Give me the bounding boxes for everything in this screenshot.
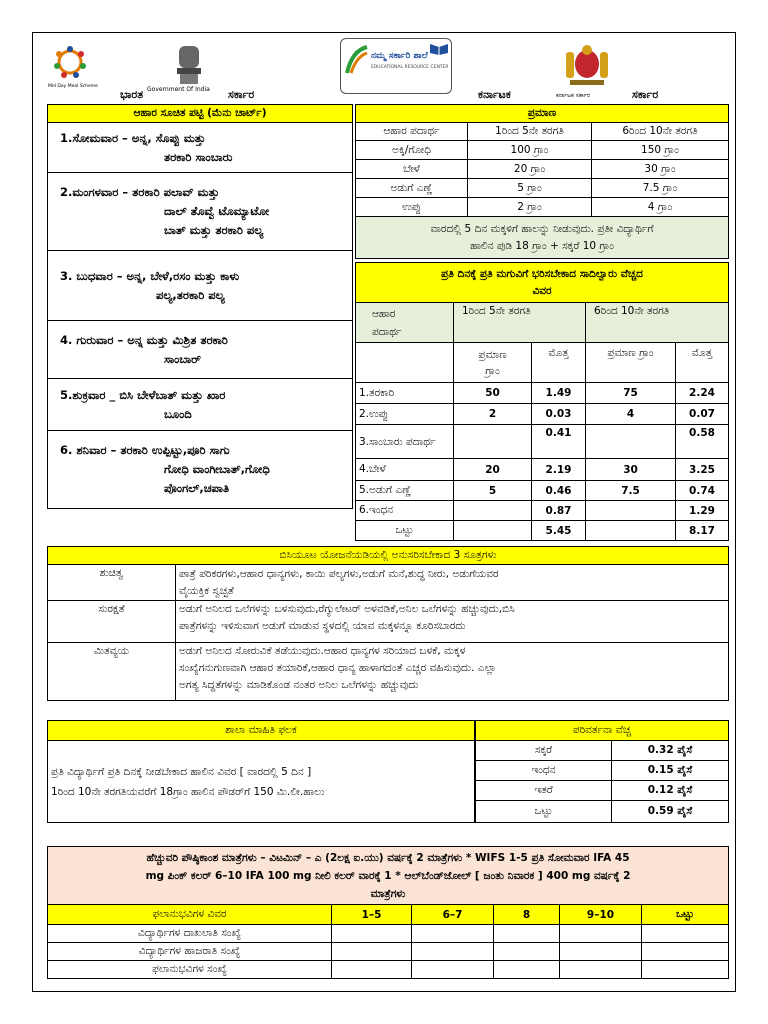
cost-sub-qty-1: ಪ್ರಮಾಣ ಗ್ರಾಂ xyxy=(454,343,532,383)
table-row: ಶುಚಿತ್ವ ಪಾತ್ರೆ ಪರಿಕರಗಳು,ಆಹಾರ ಧಾನ್ಯಗಳು, ಕಾಯಿ ಪಲ್ಯಗಳು,ಅಡುಗೆ ಮನೆ,ಶುದ್ಧ ನೀರು, ಅಡುಗೆಯವರ ವೈಯಕ್ತಿಕ ಸ್ವಚ್ಛತೆ xyxy=(48,565,729,601)
mid-day-meal-caption: Mid Day Meal Scheme xyxy=(48,84,98,89)
table-row: 1.ತರಕಾರಿ 50 1.49 75 2.24 xyxy=(356,383,729,404)
sutra-table xyxy=(47,546,729,701)
menu-day-6: 6. ಶನಿವಾರ – ತರಕಾರಿ ಉಪ್ಪಿಟ್ಟು,ಪೂರಿ ಸಾಗು ಗೋಧಿ ವಾಂಗೀಬಾತ್,ಗೋಧಿ ಪೊಂಗಲ್,ಚಪಾತಿ xyxy=(48,431,353,509)
table-row: ಇಂಧನ 0.15 ಪೈಸೆ xyxy=(476,761,729,781)
header-gov-of-india: Government Of India xyxy=(147,86,210,93)
table-row: 2.ಉಪ್ಪು 2 0.03 4 0.07 xyxy=(356,404,729,425)
pramana-title: ಪ್ರಮಾಣ xyxy=(356,105,729,123)
beneficiary-header-9-10: 9–10 xyxy=(560,905,642,925)
menu-chart-title: ಆಹಾರ ಸೂಚಿತ ಪಟ್ಟಿ (ಮೆನು ಚಾರ್ಟ್) xyxy=(48,105,353,123)
pramana-header-6-10: 6ರಿಂದ 10ನೇ ತರಗತಿ xyxy=(592,123,729,141)
table-row: ವಿದ್ಯಾರ್ಥಿಗಳ ದಾಖಲಾತಿ ಸಂಖ್ಯೆ xyxy=(48,925,729,943)
menu-day-2: 2.ಮಂಗಳವಾರ – ತರಕಾರಿ ಪಲಾವ್ ಮತ್ತು ದಾಲ್ ತೊವ್ವೆ ಟೊಮ್ಯಾಟೋ ಬಾತ್ ಮತ್ತು ತರಕಾರಿ ಪಲ್ಯ xyxy=(48,173,353,251)
table-row: ಉಪ್ಪು 2 ಗ್ರಾಂ 4 ಗ್ರಾಂ xyxy=(356,198,729,217)
table-row: ಒಟ್ಟು 0.59 ಪೈಸೆ xyxy=(476,801,729,823)
table-row: ಒಟ್ಟು 5.45 8.17 xyxy=(356,521,729,541)
table-row: ಬೇಳೆ 20 ಗ್ರಾಂ 30 ಗ್ರಾಂ xyxy=(356,160,729,179)
conversion-title: ಪರಿವರ್ತನಾ ವೆಚ್ಚ xyxy=(476,721,729,741)
menu-day-3: 3. ಬುಧವಾರ – ಅನ್ನ, ಬೇಳೆ,ರಸಂ ಮತ್ತು ಕಾಳು ಪಲ್ಯ,ತರಕಾರಿ ಪಲ್ಯ xyxy=(48,251,353,321)
table-row: ಅಕ್ಕಿ/ಗೋಧಿ 100 ಗ್ರಾಂ 150 ಗ್ರಾಂ xyxy=(356,141,729,160)
school-info-title: ಶಾಲಾ ಮಾಹಿತಿ ಫಲಕ xyxy=(48,721,475,741)
header-karnataka: ಕರ್ನಾಟಕ xyxy=(478,88,511,101)
cost-sub-total-1: ಮೊತ್ತ xyxy=(532,343,586,383)
menu-day-1: 1.ಸೋಮವಾರ – ಅನ್ನ, ಸೊಪ್ಪು ಮತ್ತು ತರಕಾರಿ ಸಾಂಬಾರು xyxy=(48,123,353,173)
pramana-table xyxy=(355,104,729,259)
beneficiary-header-total: ಒಟ್ಟು xyxy=(642,905,729,925)
menu-chart-table xyxy=(47,104,353,509)
pramana-header-item: ಆಹಾರ ಪದಾರ್ಥ xyxy=(356,123,468,141)
namma-shale-logo xyxy=(340,38,452,94)
table-row: 6.ಇಂಧನ 0.87 1.29 xyxy=(356,501,729,521)
table-row: 4.ಬೇಳೆ 20 2.19 30 3.25 xyxy=(356,459,729,481)
table-row: ವಿದ್ಯಾರ್ಥಿಗಳ ಹಾಜರಾತಿ ಸಂಖ್ಯೆ xyxy=(48,943,729,961)
pramana-header-1-5: 1ರಿಂದ 5ನೇ ತರಗತಿ xyxy=(468,123,592,141)
table-row: ಸಕ್ಕರೆ 0.32 ಪೈಸೆ xyxy=(476,741,729,761)
cost-title: ಪ್ರತಿ ದಿನಕ್ಕೆ ಪ್ರತಿ ಮಗುವಿಗೆ ಭರಿಸಬೇಕಾದ ಸಾದಿಲ್ವಾರು ವೆಚ್ಚದ ವಿವರ xyxy=(356,263,729,303)
menu-day-4: 4. ಗುರುವಾರ – ಅನ್ನ ಮತ್ತು ಮಿಶ್ರಿತ ತರಕಾರಿ ಸಾಂಬಾರ್ xyxy=(48,321,353,379)
cost-table xyxy=(355,262,729,541)
header-sarkara-left: ಸರ್ಕಾರ xyxy=(228,88,255,101)
school-logo-sub: EDUCATIONAL RESOURCE CENTER xyxy=(371,65,449,70)
table-row: 5.ಅಡುಗೆ ಎಣ್ಣೆ 5 0.46 7.5 0.74 xyxy=(356,481,729,501)
karnataka-emblem-icon xyxy=(562,44,612,88)
beneficiary-header-6-7: 6–7 xyxy=(412,905,494,925)
header-bharat: ಭಾರತ xyxy=(120,88,144,101)
table-row: ಮಿತವ್ಯಯ ಅಡುಗೆ ಅನಿಲದ ಸೋರುವಿಕೆ ತಡೆಯುವುದು.ಆಹಾರ ಧಾನ್ಯಗಳ ಸರಿಯಾದ ಬಳಕೆ, ಮಕ್ಕಳ ಸಂಖ್ಯೆಗನುಗುಣವಾಗಿ ಆಹಾರ ತಯಾರಿಕೆ,ಆಹಾರ ಧಾನ್ಯ ಹಾಳಾಗದಂತೆ ಎಚ್ಚರ ವಹಿಸುವುದು. ಎಲ್ಲಾ ಅಗತ್ಯ ಸಿದ್ದತೆಗಳನ್ನು ಮಾಡಿಕೊಂಡ ನಂತರ ಅನಿಲ ಒಲೆಗಳನ್ನು ಹಚ್ಚುವುದು xyxy=(48,643,729,701)
table-row: ಅಡುಗೆ ಎಣ್ಣೆ 5 ಗ್ರಾಂ 7.5 ಗ್ರಾಂ xyxy=(356,179,729,198)
table-row: 3.ಸಾಂಬಾರು ಪದಾರ್ಥ 0.41 0.58 xyxy=(356,425,729,459)
table-row: ಇತರೆ 0.12 ಪೈಸೆ xyxy=(476,781,729,801)
cost-sub-total-2: ಮೊತ್ತ xyxy=(676,343,729,383)
school-logo-icon xyxy=(345,45,369,75)
header-sarkara-right: ಸರ್ಕಾರ xyxy=(632,88,659,101)
book-icon xyxy=(429,41,449,55)
beneficiary-header-1-5: 1–5 xyxy=(332,905,412,925)
milk-note: ವಾರದಲ್ಲಿ 5 ದಿನ ಮಕ್ಕಳಿಗೆ ಹಾಲನ್ನು ನೀಡುವುದು. ಪ್ರತೀ ವಿದ್ಯಾರ್ಥಿಗೆ ಹಾಲಿನ ಪುಡಿ 18 ಗ್ರಾಂ + ಸಕ್ಕರೆ 10 ಗ್ರಾಂ xyxy=(356,217,729,259)
school-info-table xyxy=(47,720,475,823)
header-karnataka-sarkara: ಕರ್ನಾಟಕ ಸರ್ಕಾರ xyxy=(556,92,591,99)
mid-day-meal-logo xyxy=(48,44,92,84)
beneficiary-header-8: 8 xyxy=(494,905,560,925)
cost-header-6-10: 6ರಿಂದ 10ನೇ ತರಗತಿ xyxy=(586,303,729,343)
sutra-title: ಬಿಸಿಯೂಟ ಯೋಜನೆಯಡಿಯಲ್ಲಿ ಅನುಸರಿಸಬೇಕಾದ 3 ಸೂತ್ರಗಳು xyxy=(48,547,729,565)
cost-sub-qty-2: ಪ್ರಮಾಣ ಗ್ರಾಂ xyxy=(586,343,676,383)
cost-header-1-5: 1ರಿಂದ 5ನೇ ತರಗತಿ xyxy=(454,303,586,343)
table-row: ಫಲಾನುಭವಿಗಳ ಸಂಖ್ಯೆ xyxy=(48,961,729,979)
cost-header-item: ಆಹಾರ ಪದಾರ್ಥ xyxy=(356,303,454,343)
supplement-table xyxy=(47,846,729,979)
school-info-body: ಪ್ರತಿ ವಿದ್ಯಾರ್ಥಿಗೆ ಪ್ರತಿ ದಿನಕ್ಕೆ ನೀಡಬೇಕಾದ ಹಾಲಿನ ವಿವರ [ ವಾರದಲ್ಲಿ 5 ದಿನ ] 1ರಿಂದ 10ನೇ ತರಗತಿಯವರೆಗೆ 18ಗ್ರಾಂ ಹಾಲಿನ ಪೌಡರ್‌ಗೆ 150 ಮಿ.ಲೀ.ಹಾಲು xyxy=(48,741,475,823)
supplement-note: ಹೆಚ್ಚುವರಿ ಪೌಷ್ಠಿಕಾಂಶ ಮಾತ್ರೆಗಳು – ವಿಟಮಿನ್ – ಎ (2ಲಕ್ಷ ಐ.ಯು) ವರ್ಷಕ್ಕೆ 2 ಮಾತ್ರೆಗಳು * WIFS 1-5 ಪ್ರತಿ ಸೋಮವಾರ IFA 45 mg ಪಿಂಕ್ ಕಲರ್ 6–10 IFA 100 mg ನೀಲಿ ಕಲರ್ ವಾರಕ್ಕೆ 1 * ಆಲ್‌ಬೆಂಡ್‌ಜೋಲ್ [ ಜಂತು ನಿವಾರಕ ] 400 mg ವರ್ಷಕ್ಕೆ 2 ಮಾತ್ರೆಗಳು xyxy=(48,847,729,905)
conversion-table xyxy=(475,720,729,823)
menu-day-5: 5.ಶುಕ್ರವಾರ _ ಬಿಸಿ ಬೇಳೆಬಾತ್ ಮತ್ತು ಖಾರ ಬೂಂದಿ xyxy=(48,379,353,431)
school-logo-title: ನಮ್ಮ ಸರ್ಕಾರಿ ಶಾಲೆ xyxy=(371,51,428,61)
table-row: ಸುರಕ್ಷತೆ ಅಡುಗೆ ಅನಿಲದ ಒಲೆಗಳನ್ನು ಬಳಸುವುದು,ರೆಗ್ಯುಲೇಟರ್ ಅಳವಡಿಕೆ,ಅನಿಲ ಒಲೆಗಳನ್ನು ಹಚ್ಚುವುದು,ಬಿಸಿ ಪಾತ್ರೆಗಳನ್ನು ಇಳಿಸುವಾಗ ಅಡುಗೆ ಮಾಡುವ ಸ್ಥಳದಲ್ಲಿ ಯಾವ ಮಕ್ಕಳನ್ನೂ ಕೂರಿಸಬಾರದು xyxy=(48,601,729,643)
beneficiary-header-label: ಫಲಾನುಭವಿಗಳ ವಿವರ xyxy=(48,905,332,925)
india-emblem-icon xyxy=(176,44,202,88)
